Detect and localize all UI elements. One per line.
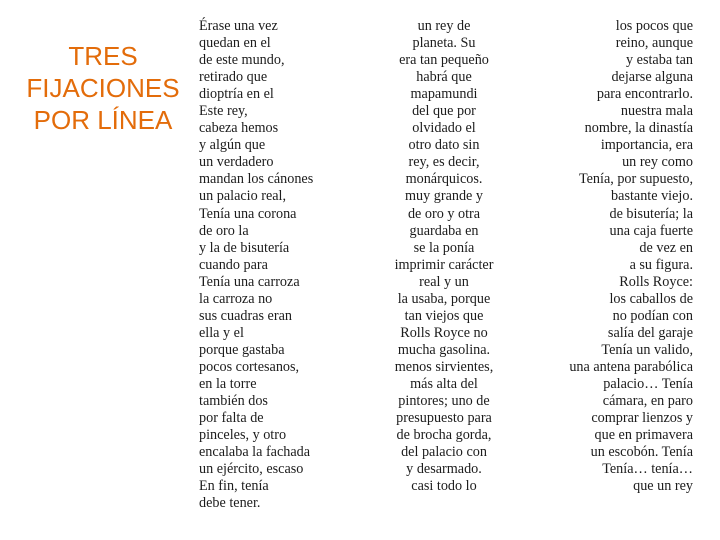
text-line: pinceles, y otro (199, 427, 287, 444)
text-line: una caja fuerte (609, 222, 693, 239)
text-line: para encontrarlo. (596, 86, 693, 103)
text-line: por falta de (199, 410, 264, 427)
text-line: palacio… Tenía (603, 375, 693, 392)
text-line: los caballos de (609, 290, 693, 307)
text-line: de oro y otra (407, 205, 481, 222)
title-line: POR LÍNEA (33, 105, 173, 135)
text-line: muy grande y (404, 188, 483, 205)
text-line: mandan los cánones (199, 171, 314, 188)
text-line: más alta del (410, 375, 478, 392)
text-line: pintores; uno de (398, 393, 490, 410)
text-line: del que por (412, 103, 476, 120)
text-line: y la de bisutería (199, 239, 290, 256)
text-column-left (199, 18, 313, 512)
text-line: nuestra mala (620, 103, 693, 120)
text-line: un ejército, escaso (199, 461, 304, 478)
text-line: real y un (419, 273, 469, 290)
text-line: salía del garaje (607, 324, 693, 341)
text-line: Érase una vez (199, 18, 278, 34)
text-line: que un rey (633, 478, 693, 495)
text-line: reino, aunque (615, 35, 693, 52)
text-line: planeta. Su (412, 35, 476, 52)
text-line: un rey como (622, 154, 693, 171)
text-line: debe tener. (199, 495, 261, 512)
text-line: porque gastaba (199, 341, 285, 358)
text-line: de brocha gorda, (396, 427, 492, 444)
text-line: era tan pequeño (399, 52, 489, 69)
text-line: un verdadero (199, 154, 274, 171)
text-line: En fin, tenía (199, 478, 269, 495)
text-line: y desarmado. (406, 461, 482, 478)
text-line: olvidado el (412, 120, 476, 137)
text-line: comprar lienzos y (591, 410, 693, 427)
text-line: dejarse alguna (611, 69, 693, 86)
text-line: otro dato sin (408, 137, 480, 154)
text-line: cámara, en paro (602, 393, 693, 410)
text-line: pocos cortesanos, (199, 358, 300, 375)
text-line: y algún que (199, 137, 266, 154)
text-line: guardaba en (409, 222, 479, 239)
text-column-middle (386, 18, 502, 495)
text-line: rey, es decir, (408, 154, 480, 171)
text-line: la carroza no (199, 290, 273, 307)
text-line: se la ponía (413, 239, 475, 256)
text-line: Rolls Royce no (400, 324, 488, 341)
text-line: dioptría en el (199, 86, 274, 103)
text-line: la usaba, porque (397, 290, 491, 307)
text-line: retirado que (199, 69, 268, 86)
text-line: monárquicos. (405, 171, 483, 188)
text-line: habrá que (416, 69, 472, 86)
text-line: quedan en el (199, 35, 271, 52)
text-line: que en primavera (594, 427, 693, 444)
text-line: de bisutería; la (609, 205, 693, 222)
text-line: presupuesto para (396, 410, 492, 427)
text-line: mucha gasolina. (397, 341, 491, 358)
title-line: TRES (68, 41, 138, 71)
text-line: Tenía una carroza (199, 273, 300, 290)
text-line: de oro la (199, 222, 249, 239)
text-line: y estaba tan (626, 52, 693, 69)
text-line: cuando para (199, 256, 268, 273)
text-line: cabeza hemos (199, 120, 279, 137)
title-line: FIJACIONES (26, 73, 180, 103)
text-line: un rey de (417, 18, 471, 34)
text-line: nombre, la dinastía (584, 120, 693, 137)
text-line: los pocos que (615, 18, 693, 34)
text-line: Tenía una corona (199, 205, 297, 222)
text-line: a su figura. (629, 256, 693, 273)
text-line: un escobón. Tenía (590, 444, 693, 461)
text-line: una antena parabólica (569, 358, 693, 375)
text-line: Este rey, (199, 103, 248, 120)
text-line: de vez en (639, 239, 693, 256)
text-line: en la torre (199, 375, 257, 392)
text-line: Tenía, por supuesto, (578, 171, 693, 188)
text-line: de este mundo, (199, 52, 285, 69)
text-line: del palacio con (401, 444, 487, 461)
text-line: menos sirvientes, (394, 358, 494, 375)
text-column-right (493, 18, 693, 495)
text-line: encalaba la fachada (199, 444, 311, 461)
text-line: casi todo lo (411, 478, 477, 495)
text-line: no podían con (612, 307, 693, 324)
text-line: también dos (199, 393, 268, 410)
text-line: ella y el (199, 324, 244, 341)
text-line: un palacio real, (199, 188, 287, 205)
text-line: Rolls Royce: (619, 273, 693, 290)
text-line: Tenía un valido, (601, 341, 693, 358)
text-line: bastante viejo. (611, 188, 693, 205)
text-line: imprimir carácter (394, 256, 494, 273)
text-line: Tenía… tenía… (602, 461, 693, 478)
slide-title (18, 40, 188, 136)
text-line: tan viejos que (404, 307, 484, 324)
text-line: importancia, era (600, 137, 693, 154)
text-line: mapamundi (410, 86, 478, 103)
text-line: sus cuadras eran (199, 307, 292, 324)
